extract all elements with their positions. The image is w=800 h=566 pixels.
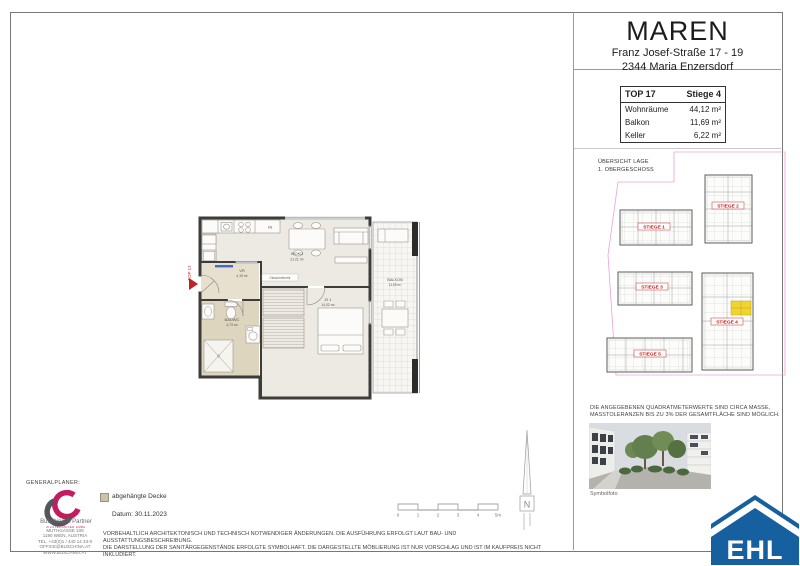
window — [285, 217, 365, 220]
label-vr-area: 4,19 m² — [236, 274, 248, 278]
scale-tick: 0 — [396, 512, 400, 518]
suspended-ceiling-swatch — [100, 493, 109, 502]
date-label: Datum: 30.11.2023 — [112, 511, 167, 518]
scale-tick: 5m — [494, 512, 502, 518]
site-overview-map — [588, 150, 788, 378]
right-panel-divider — [573, 12, 574, 550]
balcony-divider-wall-top — [412, 222, 418, 256]
table-row — [621, 103, 725, 116]
scale-bar — [396, 496, 506, 520]
label-balkon-area: 11,69 m² — [388, 283, 402, 287]
building-stiege-3 — [618, 272, 692, 305]
project-header — [574, 16, 781, 74]
address-line: 1190 WIEN, AUSTRIA — [42, 533, 88, 539]
symbol-photo — [589, 423, 711, 489]
symbol-photo-caption: Symbolfoto — [590, 491, 618, 497]
washbasin — [202, 304, 214, 319]
site-overview-line2: 1. OBERGESCHOSS — [598, 167, 654, 173]
project-title: MAREN — [626, 16, 729, 46]
row-label: Keller — [625, 131, 646, 140]
unit-stiege: Stiege 4 — [686, 89, 721, 99]
suspended-ceiling-label: abgehängte Decke — [112, 493, 167, 500]
label-zi1-area: 14,02 m² — [321, 303, 335, 307]
north-arrow — [514, 428, 540, 532]
project-address-street: Franz Josef-Straße 17 - 19 — [611, 47, 744, 59]
label-badwc-area: 4,73 m² — [226, 323, 238, 327]
address-line: OFFICE@BUSCHINA.AT — [39, 544, 91, 550]
buschina-address — [24, 528, 106, 555]
building-stiege-1 — [620, 210, 692, 245]
site-overview-line1: ÜBERSICHT LAGE — [598, 159, 649, 165]
north-letter: N — [523, 499, 531, 510]
ehl-logo — [711, 491, 799, 565]
sqm-note-line2: MASSTOLERANZEN BIS ZU 3% DER GESAMTFLÄCHE SIND MÖGLICH. — [590, 412, 780, 418]
label-balkon: BALKON — [387, 278, 403, 282]
row-label: Wohnräume — [625, 105, 669, 114]
stiege-1-label: STIEGE 1 — [643, 225, 665, 231]
unit-table-header — [621, 87, 725, 103]
stiege-4-label: STIEGE 4 — [716, 320, 738, 326]
glass-sliding-door — [235, 261, 258, 263]
entrance-top17-label: TOP 17 — [187, 265, 192, 281]
scale-tick: 3 — [456, 512, 460, 518]
logo-pink-swoosh — [55, 493, 78, 517]
stiege-5-label: STIEGE 5 — [639, 352, 661, 358]
sideboard — [335, 257, 367, 263]
scale-tick: 1 — [416, 512, 420, 518]
row-value: 44,12 m² — [689, 105, 721, 114]
sofa — [334, 228, 368, 244]
building-stiege-2 — [705, 175, 752, 243]
table-row — [621, 129, 725, 142]
buschina-company-name: Buschina & Partner — [40, 519, 92, 525]
balcony-lounger — [378, 229, 408, 242]
row-value: 11,69 m² — [690, 118, 721, 127]
room-vr-floor — [201, 263, 259, 299]
sqm-note-line1: DIE ANGEGEBENEN QUADRATMETERWERTE SIND CIRCA MASSE, — [590, 405, 771, 411]
label-woku-area: 21,21 m² — [290, 257, 304, 262]
stiege-3-label: STIEGE 3 — [641, 285, 663, 291]
building-stiege-4 — [702, 273, 753, 370]
buschina-logo — [24, 487, 108, 531]
scale-tick: 2 — [436, 512, 440, 518]
buschina-company-suffix: ZIVILTECHNIKER GMBH — [46, 525, 86, 529]
row-label: Balkon — [625, 118, 650, 127]
stiege-2-label: STIEGE 2 — [717, 204, 739, 210]
table-row — [621, 116, 725, 129]
address-line: MUTHGASSE 109 — [46, 528, 84, 533]
label-zi1: ZI 1 — [324, 297, 332, 302]
kitchen-kb-label: KB — [267, 225, 273, 230]
disclaimer-text — [103, 531, 543, 559]
label-vr: VR — [239, 268, 245, 273]
entrance-door-marking — [215, 265, 233, 267]
building-stiege-5 — [607, 338, 692, 372]
label-woku: WOKÜ — [290, 251, 304, 256]
ehl-wordmark: EHL — [726, 535, 784, 565]
balcony-divider-wall-bottom — [412, 359, 418, 393]
balcony-table — [382, 309, 408, 327]
floorplan-drawing — [185, 205, 430, 405]
table-divider — [574, 148, 781, 149]
generalplaner-heading: GENERALPLANER: — [26, 480, 81, 486]
wardrobe — [263, 289, 304, 348]
disclaimer-line1: VORBEHALTLICH ARCHITEKTONISCH UND TECHNISCH NOTWENDIGER ÄNDERUNGEN. DIE AUSFÜHRUNG ERFOLGT LAUT BAU- UND AUSSTATTUNGSBESCHREIBUNG. — [103, 531, 457, 544]
project-address-city: 2344 Maria Enzersdorf — [621, 61, 734, 73]
disclaimer-line2: DIE DARSTELLUNG DER SANITÄRGEGENSTÄNDE ERFOLGTE SYMBOLHAFT. DIE DARGESTELLTE MÖBLIERUNG IST NUR VORSCHLAG UND IST IM KAUFPREIS NICHT INKLUDIERT. — [103, 545, 542, 558]
unit-data-table — [620, 86, 726, 143]
washing-machine — [246, 326, 260, 343]
row-value: 6,22 m² — [693, 131, 721, 140]
balcony — [373, 222, 420, 393]
sqm-tolerance-note — [590, 405, 785, 419]
address-line: WWW.BUSCHINA.AT — [43, 549, 87, 555]
door-note-label: Glasschiebetür — [269, 275, 291, 280]
scale-tick: 4 — [476, 512, 480, 518]
shower — [204, 340, 233, 372]
bed — [318, 308, 363, 354]
unit-top-number: TOP 17 — [625, 89, 656, 99]
address-line: TEL. +43(0)1 / 440 14 33-0 — [37, 538, 93, 544]
label-badwc: BADWC — [224, 317, 240, 322]
